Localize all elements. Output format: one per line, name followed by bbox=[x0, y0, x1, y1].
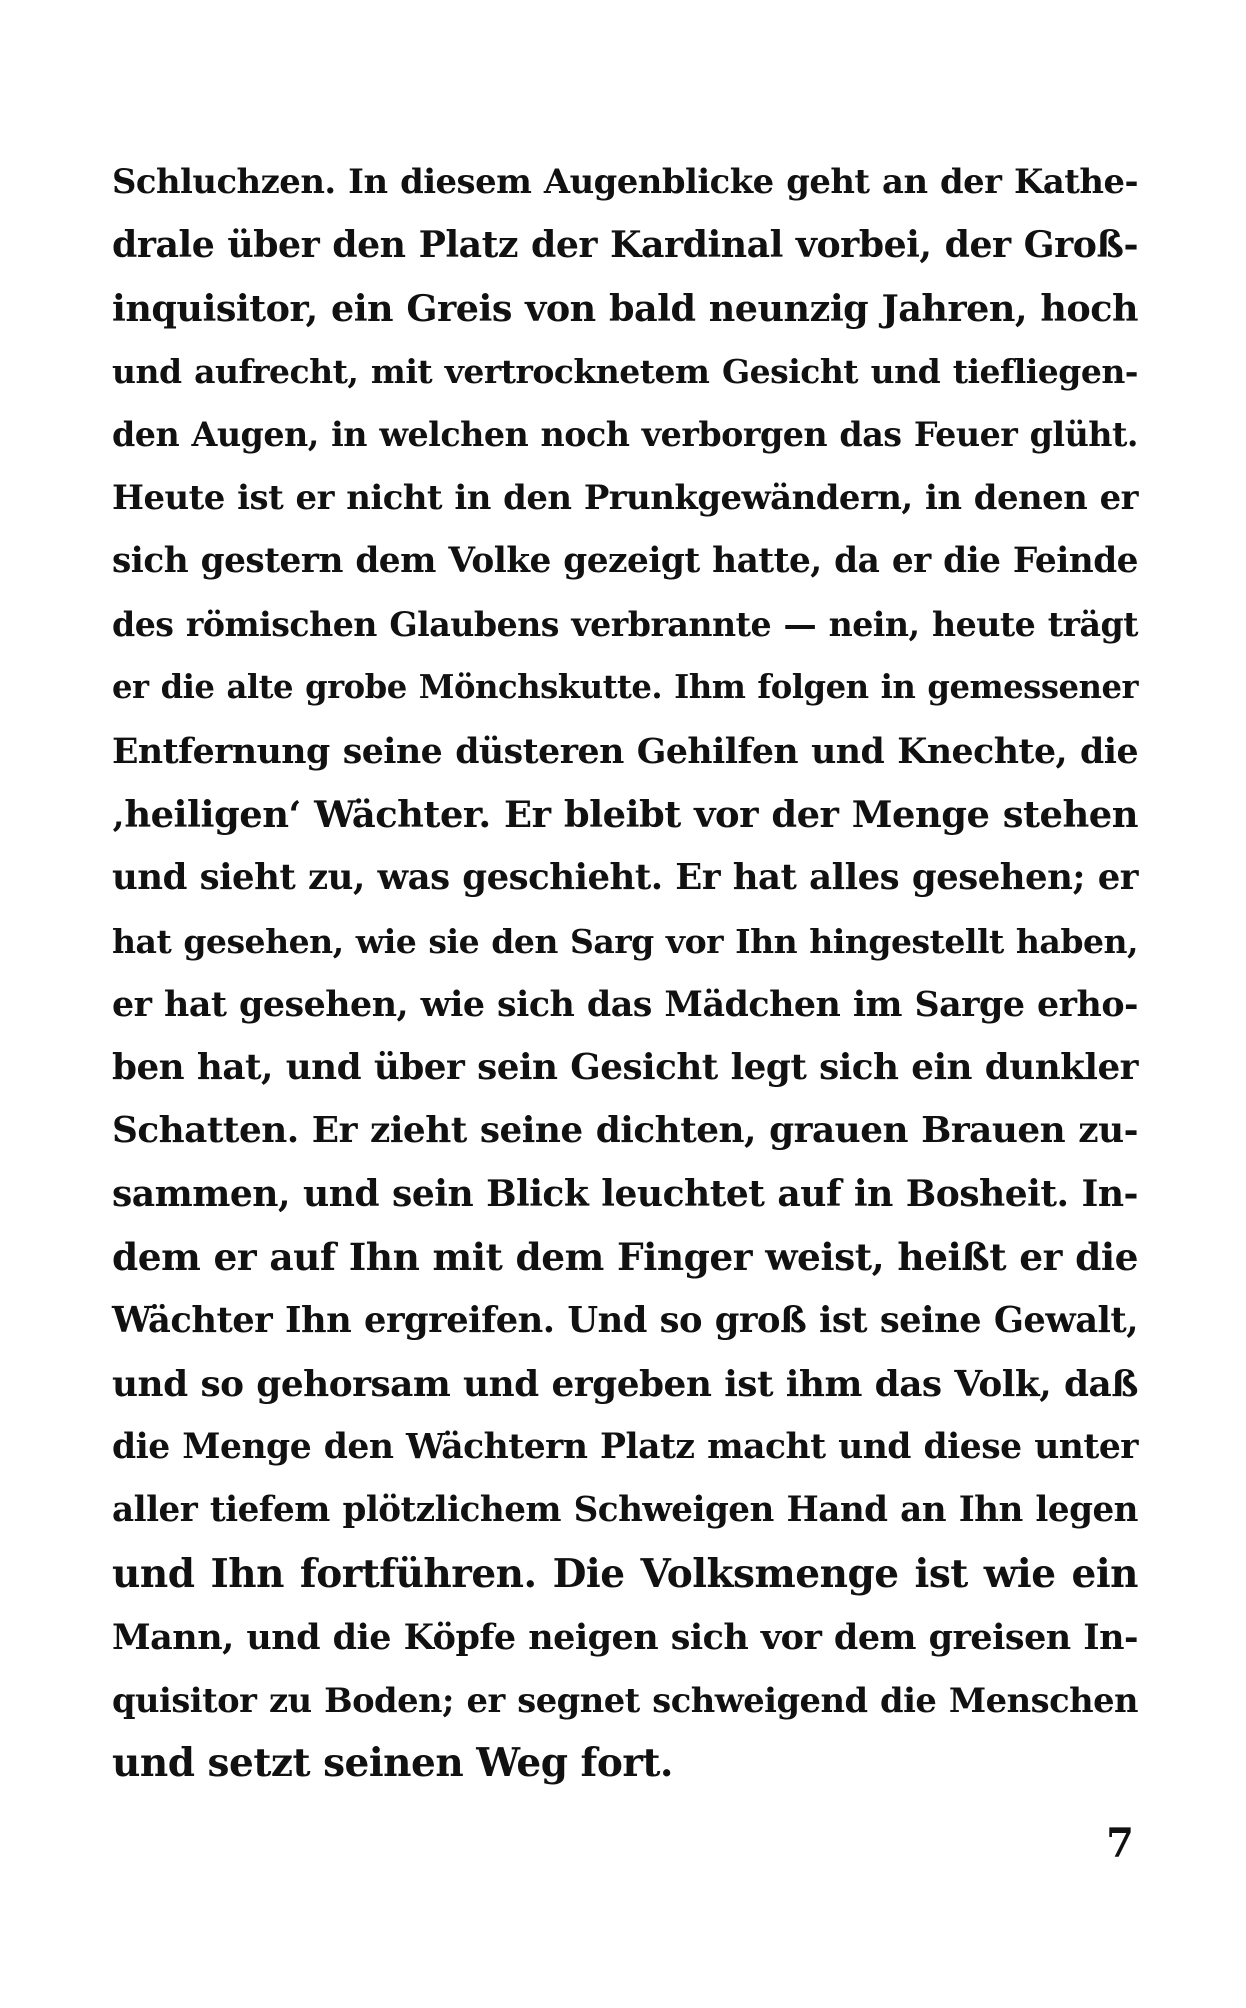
body-text bbox=[112, 150, 1138, 1796]
text-line: ben hat, und über sein Gesicht legt sich ein dunkler bbox=[112, 1046, 1138, 1089]
text-line: drale über den Platz der Kardinal vorbei, der Groß- bbox=[112, 223, 1138, 267]
text-line: dem er auf Ihn mit dem Finger weist, heißt er die bbox=[112, 1235, 1138, 1280]
text-line: den Augen, in welchen noch verborgen das Feuer glüht. bbox=[112, 415, 1138, 455]
text-line: Entfernung seine düsteren Gehilfen und Knechte, die bbox=[112, 730, 1138, 772]
text-line: hat gesehen, wie sie den Sarg vor Ihn hingestellt haben, bbox=[112, 921, 1138, 961]
text-line: und setzt seinen Weg fort. bbox=[112, 1740, 673, 1787]
text-line: inquisitor, ein Greis von bald neunzig Jahren, hoch bbox=[112, 286, 1138, 330]
text-line: Heute ist er nicht in den Prunkgewändern, in denen er bbox=[112, 477, 1138, 518]
text-line: Schatten. Er zieht seine dichten, grauen Brauen zu- bbox=[112, 1109, 1138, 1152]
text-line: des römischen Glaubens verbrannte — nein, heute trägt bbox=[112, 605, 1138, 645]
text-line: Mann, und die Köpfe neigen sich vor dem greisen In- bbox=[112, 1616, 1138, 1658]
text-line: sammen, und sein Blick leuchtet auf in Bosheit. In- bbox=[112, 1172, 1138, 1215]
text-line: ‚heiligen‘ Wächter. Er bleibt vor der Menge stehen bbox=[112, 791, 1138, 836]
text-line: Wächter Ihn ergreifen. Und so groß ist seine Gewalt, bbox=[112, 1300, 1138, 1342]
page-number: 7 bbox=[1106, 1820, 1134, 1867]
text-line: die Menge den Wächtern Platz macht und diese unter bbox=[112, 1426, 1138, 1467]
text-line: und aufrecht, mit vertrocknetem Gesicht und tiefliegen- bbox=[112, 351, 1138, 391]
text-line: und Ihn fortführen. Die Volksmenge ist wie ein bbox=[112, 1550, 1138, 1597]
text-line: er hat gesehen, wie sich das Mädchen im Sarge erho- bbox=[112, 983, 1138, 1025]
text-line: und sieht zu, was geschieht. Er hat alles gesehen; er bbox=[112, 857, 1138, 899]
text-line: aller tiefem plötzlichem Schweigen Hand an Ihn legen bbox=[112, 1490, 1138, 1531]
text-line: quisitor zu Boden; er segnet schweigend die Menschen bbox=[112, 1680, 1138, 1721]
text-line: sich gestern dem Volke gezeigt hatte, da er die Feinde bbox=[112, 540, 1138, 581]
text-line: er die alte grobe Mönchskutte. Ihm folgen in gemessener bbox=[112, 668, 1138, 707]
text-line: Schluchzen. In diesem Augenblicke geht an der Kathe- bbox=[112, 161, 1138, 201]
text-line: und so gehorsam und ergeben ist ihm das Volk, daß bbox=[112, 1362, 1138, 1405]
